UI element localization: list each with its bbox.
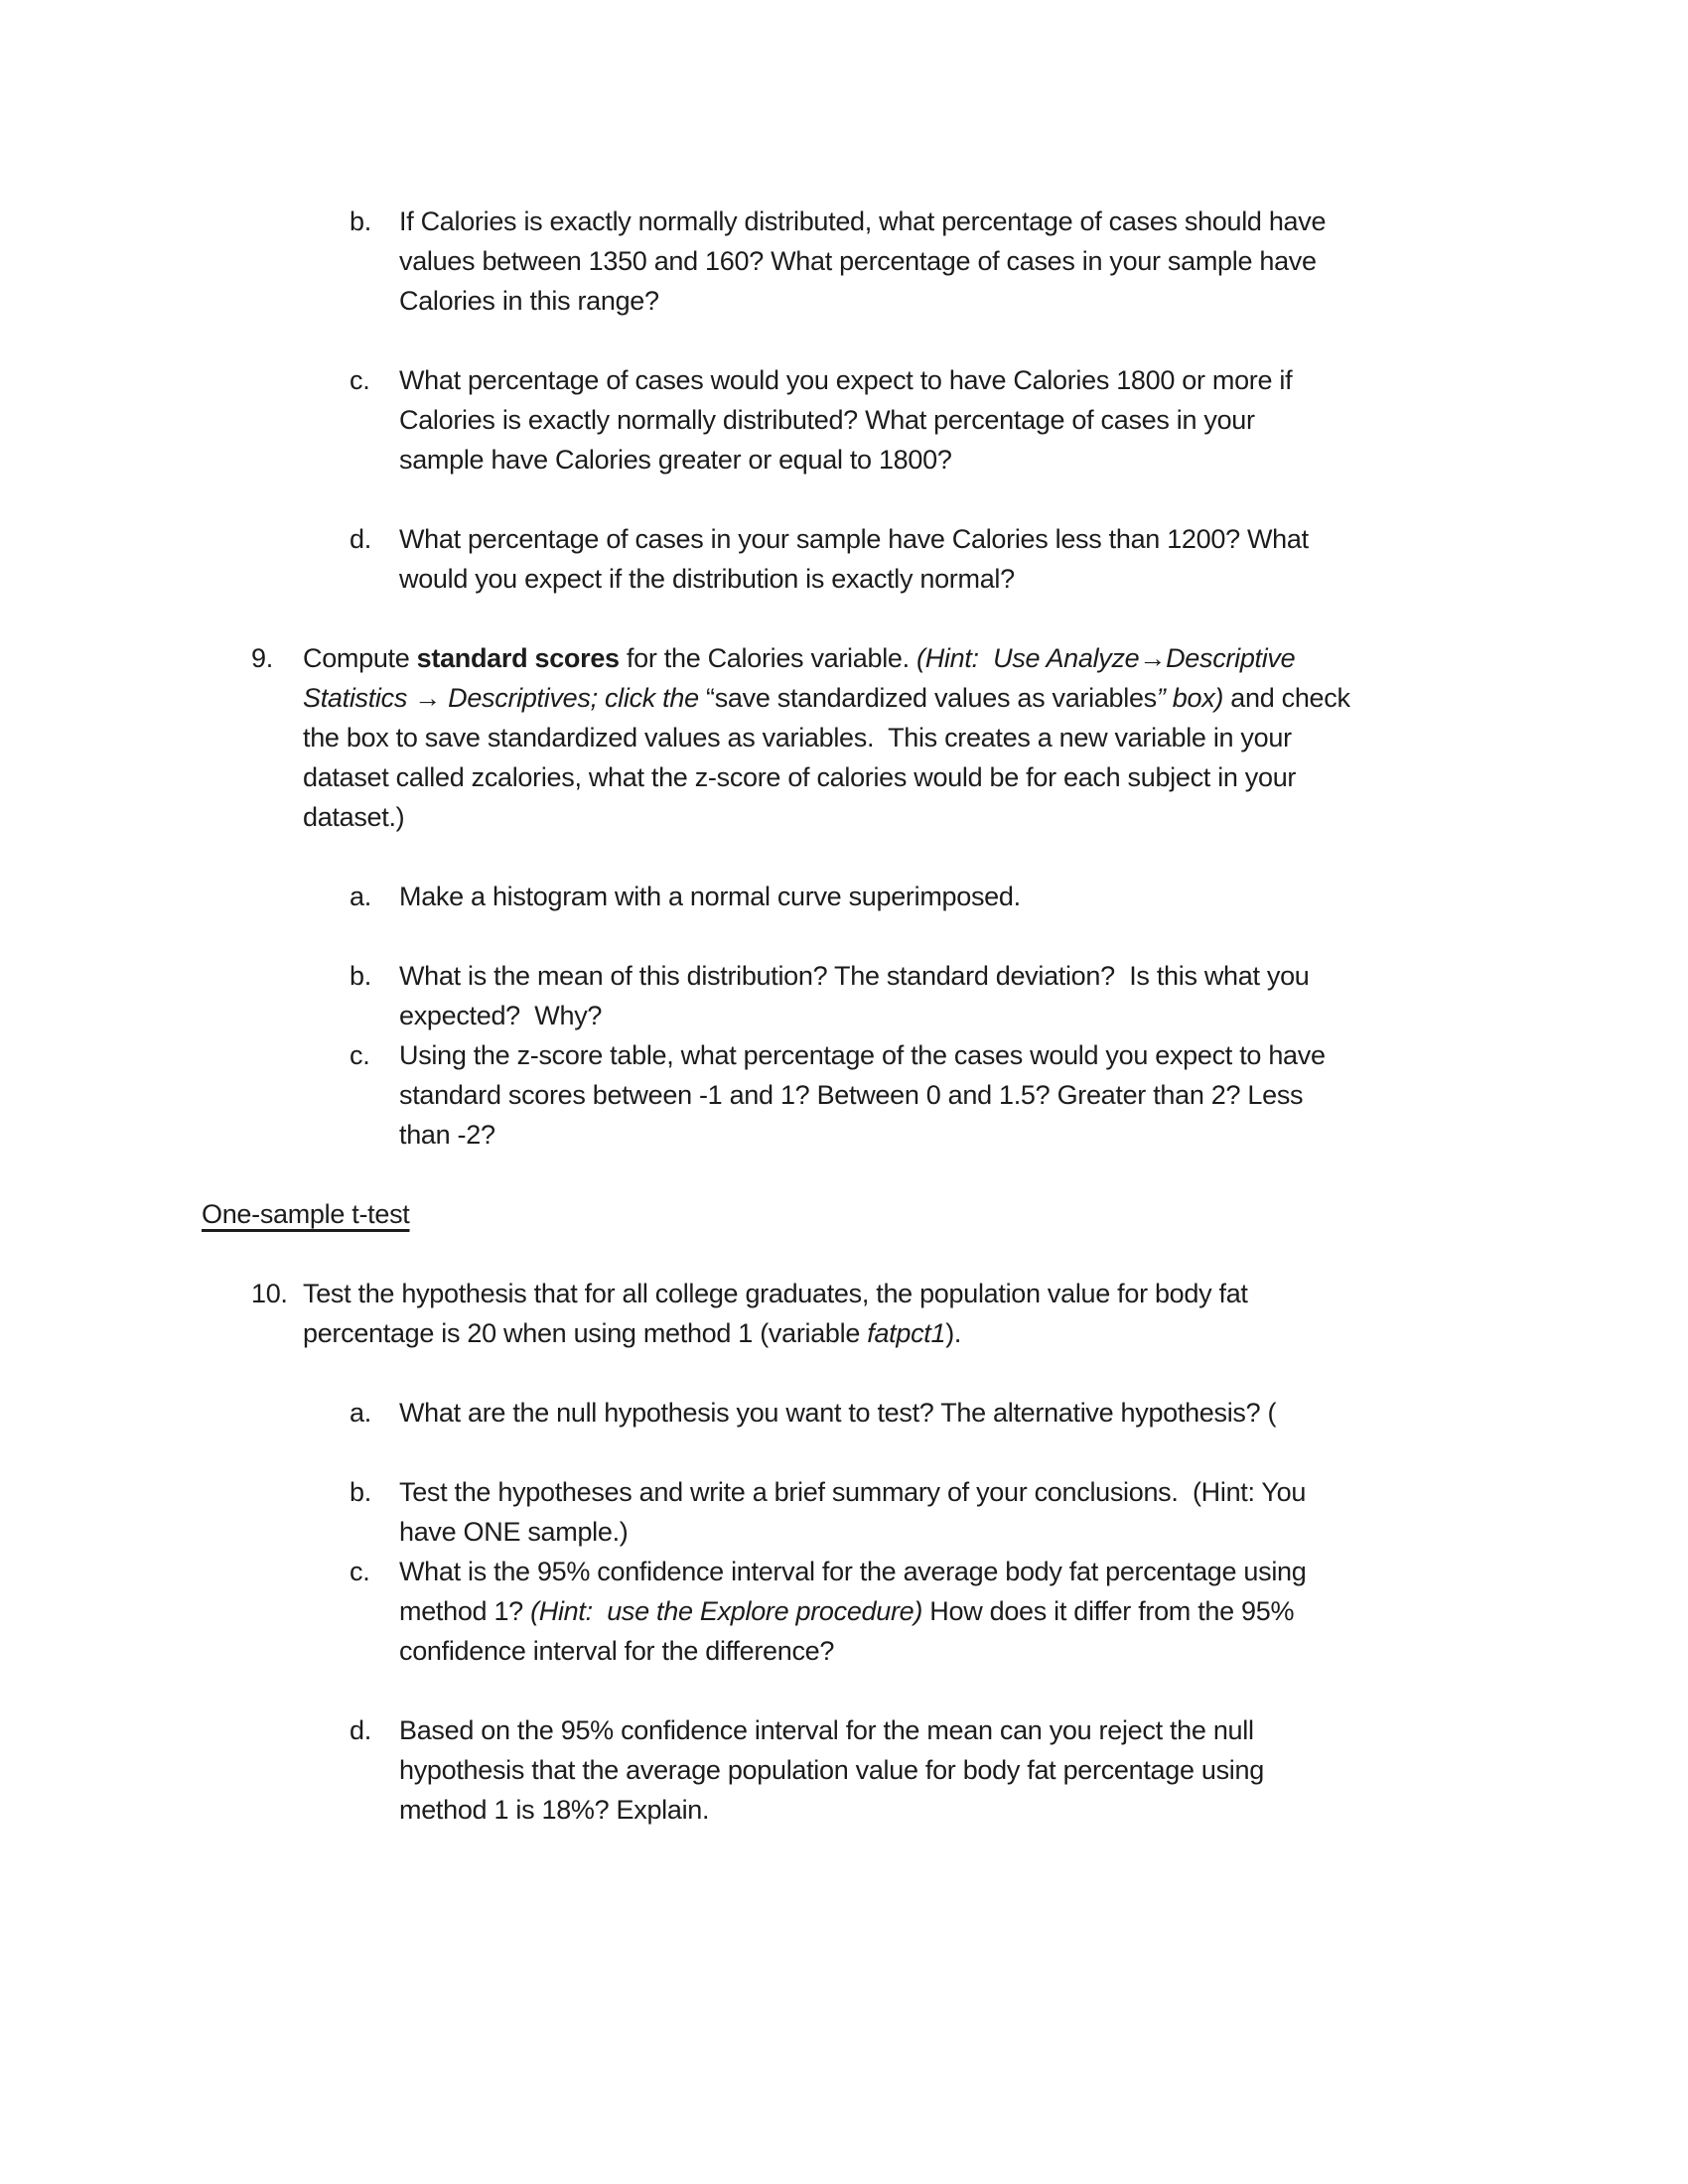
- italic-text: fatpct1: [867, 1318, 946, 1348]
- text-line: [399, 1631, 1688, 1671]
- text: If Calories is exactly normally distributed, what percentage of cases should have: [399, 206, 1327, 236]
- text-line: [202, 1194, 1688, 1234]
- text: confidence interval for the difference?: [399, 1636, 835, 1666]
- item-10d-reject-null-text: [399, 1710, 1688, 1830]
- item-10d-reject-null-marker: d.: [350, 1715, 371, 1745]
- text-line: [399, 1552, 1688, 1591]
- text: What is the 95% confidence interval for the average body fat percentage using: [399, 1557, 1307, 1586]
- item-d-calories-1200: [0, 519, 1688, 599]
- item-9a-histogram-text: [399, 877, 1688, 916]
- text: sample have Calories greater or equal to 1800?: [399, 445, 952, 475]
- text: the box to save standardized values as variables. This creates a new variable in your: [303, 723, 1292, 752]
- item-10-test-hypothesis-text: [303, 1274, 1688, 1353]
- text: standard scores between -1 and 1? Between 0 and 1.5? Greater than 2? Less: [399, 1080, 1304, 1110]
- text-line: [399, 519, 1688, 559]
- item-b-calories-range-marker: b.: [350, 206, 371, 236]
- text: What percentage of cases would you expect to have Calories 1800 or more if: [399, 365, 1293, 395]
- italic-text: (Hint: Use Analyze: [916, 643, 1140, 673]
- text: hypothesis that the average population value for body fat percentage using: [399, 1755, 1264, 1785]
- italic-text: →: [1139, 643, 1167, 673]
- text: expected? Why?: [399, 1001, 603, 1030]
- text: “save standardized values as variables: [706, 683, 1157, 713]
- item-10c-confidence-interval-text: [399, 1552, 1688, 1671]
- text: for the Calories variable.: [619, 643, 917, 673]
- item-9c-zscore-table-marker: c.: [350, 1040, 370, 1070]
- italic-text: ” box): [1156, 683, 1224, 713]
- italic-text: →: [407, 683, 449, 713]
- text: method 1 is 18%? Explain.: [399, 1795, 710, 1825]
- text-line: [399, 281, 1688, 321]
- item-9a-histogram: [0, 877, 1688, 916]
- italic-text: Descriptives; click the: [448, 683, 707, 713]
- item-c-calories-1800-text: [399, 360, 1688, 479]
- text-line: [303, 678, 1688, 718]
- heading-one-sample-t-test-text: [202, 1194, 1688, 1234]
- item-9c-zscore-table-text: [399, 1035, 1688, 1155]
- bold-text: standard scores: [416, 643, 620, 673]
- item-10a-null-hypothesis: [0, 1393, 1688, 1433]
- text: have ONE sample.): [399, 1517, 629, 1547]
- item-10c-confidence-interval: [0, 1552, 1688, 1671]
- text: Test the hypothesis that for all college graduates, the population value for body fat: [303, 1279, 1248, 1308]
- text: Compute: [303, 643, 417, 673]
- text-line: [399, 1075, 1688, 1115]
- text-line: [399, 956, 1688, 996]
- item-9b-mean-sd-marker: b.: [350, 961, 371, 991]
- item-9a-histogram-marker: a.: [350, 882, 371, 911]
- text-line: [303, 1274, 1688, 1313]
- text-line: [399, 1790, 1688, 1830]
- text-line: [303, 1313, 1688, 1353]
- text: values between 1350 and 160? What percentage of cases in your sample have: [399, 246, 1317, 276]
- text-line: [399, 1512, 1688, 1552]
- item-10b-test-hypotheses-text: [399, 1472, 1688, 1552]
- text: method 1?: [399, 1596, 531, 1626]
- text: Calories is exactly normally distributed? What percentage of cases in your: [399, 405, 1255, 435]
- text-line: [303, 718, 1688, 757]
- text-line: [399, 202, 1688, 241]
- italic-text: Descriptive: [1166, 643, 1296, 673]
- item-10a-null-hypothesis-marker: a.: [350, 1398, 371, 1428]
- item-9b-mean-sd: [0, 956, 1688, 1035]
- text-line: [399, 1393, 1688, 1433]
- item-10c-confidence-interval-marker: c.: [350, 1557, 370, 1586]
- item-10-test-hypothesis: [0, 1274, 1688, 1353]
- text-line: [303, 638, 1688, 678]
- text: Test the hypotheses and write a brief summary of your conclusions. (Hint: You: [399, 1477, 1307, 1507]
- item-b-calories-range-text: [399, 202, 1688, 321]
- item-10d-reject-null: [0, 1710, 1688, 1830]
- text-line: [399, 440, 1688, 479]
- text-line: [399, 1115, 1688, 1155]
- item-10b-test-hypotheses-marker: b.: [350, 1477, 371, 1507]
- text: percentage is 20 when using method 1 (variable: [303, 1318, 868, 1348]
- text-line: [399, 1710, 1688, 1750]
- item-c-calories-1800-marker: c.: [350, 365, 370, 395]
- text: and check: [1223, 683, 1350, 713]
- item-9b-mean-sd-text: [399, 956, 1688, 1035]
- text: Make a histogram with a normal curve superimposed.: [399, 882, 1021, 911]
- item-d-calories-1200-text: [399, 519, 1688, 599]
- text: One-sample t-test: [202, 1199, 410, 1229]
- text-line: [399, 241, 1688, 281]
- heading-one-sample-t-test: [0, 1194, 1688, 1234]
- text: What is the mean of this distribution? The standard deviation? Is this what you: [399, 961, 1310, 991]
- item-10-test-hypothesis-marker: 10.: [251, 1279, 288, 1308]
- text-line: [399, 1750, 1688, 1790]
- text: Using the z-score table, what percentage of the cases would you expect to have: [399, 1040, 1326, 1070]
- text: Calories in this range?: [399, 286, 659, 316]
- item-10a-null-hypothesis-text: [399, 1393, 1688, 1433]
- item-9-standard-scores: [0, 638, 1688, 837]
- text-line: [399, 1472, 1688, 1512]
- text: would you expect if the distribution is exactly normal?: [399, 564, 1015, 594]
- text: Based on the 95% confidence interval for the mean can you reject the null: [399, 1715, 1254, 1745]
- italic-text: Statistics: [303, 683, 408, 713]
- text-line: [399, 996, 1688, 1035]
- text-line: [399, 1591, 1688, 1631]
- text: dataset.): [303, 802, 405, 832]
- italic-text: (Hint: use the Explore procedure): [530, 1596, 923, 1626]
- text-line: [399, 360, 1688, 400]
- text-line: [399, 1035, 1688, 1075]
- text: ).: [945, 1318, 962, 1348]
- item-c-calories-1800: [0, 360, 1688, 479]
- text: What are the null hypothesis you want to test? The alternative hypothesis? (: [399, 1398, 1277, 1428]
- text-line: [399, 559, 1688, 599]
- text-line: [303, 797, 1688, 837]
- item-9c-zscore-table: [0, 1035, 1688, 1155]
- text-line: [399, 400, 1688, 440]
- item-9-standard-scores-marker: 9.: [251, 643, 273, 673]
- item-9-standard-scores-text: [303, 638, 1688, 837]
- text: than -2?: [399, 1120, 495, 1150]
- text-line: [303, 757, 1688, 797]
- item-b-calories-range: [0, 202, 1688, 321]
- text: dataset called zcalories, what the z-score of calories would be for each subject in your: [303, 762, 1297, 792]
- text: What percentage of cases in your sample have Calories less than 1200? What: [399, 524, 1309, 554]
- item-d-calories-1200-marker: d.: [350, 524, 371, 554]
- text: How does it differ from the 95%: [922, 1596, 1295, 1626]
- text-line: [399, 877, 1688, 916]
- item-10b-test-hypotheses: [0, 1472, 1688, 1552]
